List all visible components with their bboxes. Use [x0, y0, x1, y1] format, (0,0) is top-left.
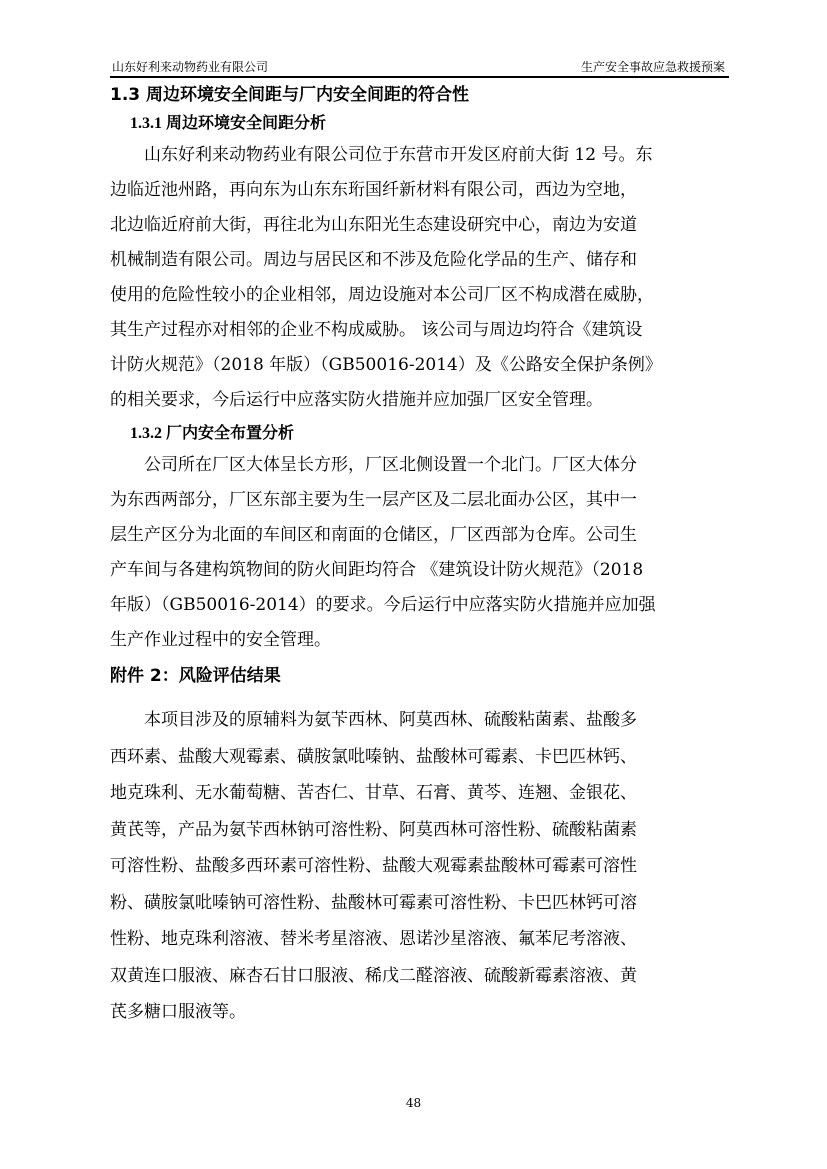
text-line: 产车间与各建构筑物间的防火间距均符合 《建筑设计防火规范》（2018	[110, 560, 644, 580]
text-line: 生产作业过程中的安全管理。	[110, 630, 331, 650]
text-line: 边临近池州路，再向东为山东东珩国纤新材料有限公司，西边为空地，	[110, 180, 637, 200]
text-line: 芪多糖口服液等。	[110, 1002, 246, 1022]
text-line: 的相关要求，今后运行中应落实防火措施并应加强厂区安全管理。	[110, 390, 603, 410]
text-line: 可溶性粉、盐酸多西环素可溶性粉、盐酸大观霉素盐酸林可霉素可溶性	[110, 856, 637, 876]
text-line: 机械制造有限公司。周边与居民区和不涉及危险化学品的生产、储存和	[110, 250, 637, 270]
paragraph-surroundings	[110, 138, 730, 418]
header-doc-title: 生产安全事故应急救援预案	[580, 60, 725, 74]
text-line: 山东好利来动物药业有限公司位于东营市开发区府前大街 12 号。东	[110, 145, 653, 165]
header-rule	[110, 76, 729, 78]
text-line: 本项目涉及的原辅料为氨苄西林、阿莫西林、硫酸粘菌素、盐酸多	[110, 710, 637, 730]
text-line: 计防火规范》（2018 年版）（GB50016-2014）及《公路安全保护条例》	[110, 355, 662, 375]
text-line: 使用的危险性较小的企业相邻，周边设施对本公司厂区不构成潜在威胁，	[110, 285, 654, 305]
text-line: 其生产过程亦对相邻的企业不构成威胁。 该公司与周边均符合《建筑设	[110, 320, 643, 340]
text-line: 黄芪等，产品为氨苄西林钠可溶性粉、阿莫西林可溶性粉、硫酸粘菌素	[110, 819, 637, 840]
paragraph-layout	[110, 448, 730, 658]
text-line: 地克珠利、无水葡萄糖、苦杏仁、甘草、石膏、黄芩、连翘、金银花、	[110, 783, 637, 803]
paragraph-risk-results	[110, 702, 730, 1031]
text-line: 层生产区分为北面的车间区和南面的仓储区，厂区西部为仓库。公司生	[110, 525, 637, 545]
subsection-heading-2	[110, 418, 730, 448]
text-line: 北边临近府前大街，再往北为山东阳光生态建设研究中心，南边为安道	[110, 215, 637, 235]
subsection-number: 1.3.1	[130, 115, 162, 132]
text-line: 为东西两部分，厂区东部主要为生一层产区及二层北面办公区，其中一	[110, 490, 637, 510]
page-number: 48	[405, 1096, 422, 1110]
annex-heading: 附件 2：风险评估结果	[110, 666, 281, 686]
content	[110, 82, 730, 1031]
text-line: 年版）（GB50016-2014）的要求。今后运行中应落实防火措施并应加强	[110, 595, 656, 615]
subsection-title: 周边环境安全间距分析	[166, 113, 327, 132]
text-line: 性粉、地克珠利溶液、替米考星溶液、恩诺沙星溶液、氟苯尼考溶液、	[110, 929, 637, 949]
subsection-heading-1	[110, 108, 730, 138]
text-line: 公司所在厂区大体呈长方形，厂区北侧设置一个北门。厂区大体分	[110, 455, 637, 475]
section-heading: 1.3 周边环境安全间距与厂内安全间距的符合性	[110, 85, 470, 105]
text-line: 双黄连口服液、麻杏石甘口服液、稀戊二醛溶液、硫酸新霉素溶液、黄	[110, 965, 637, 986]
subsection-title: 厂内安全布置分析	[166, 423, 295, 442]
text-line: 西环素、盐酸大观霉素、磺胺氯吡嗪钠、盐酸林可霉素、卡巴匹林钙、	[110, 746, 637, 767]
subsection-number: 1.3.2	[130, 425, 162, 442]
text-line: 粉、磺胺氯吡嗪钠可溶性粉、盐酸林可霉素可溶性粉、卡巴匹林钙可溶	[110, 892, 637, 913]
header-company: 山东好利来动物药业有限公司	[112, 60, 269, 74]
